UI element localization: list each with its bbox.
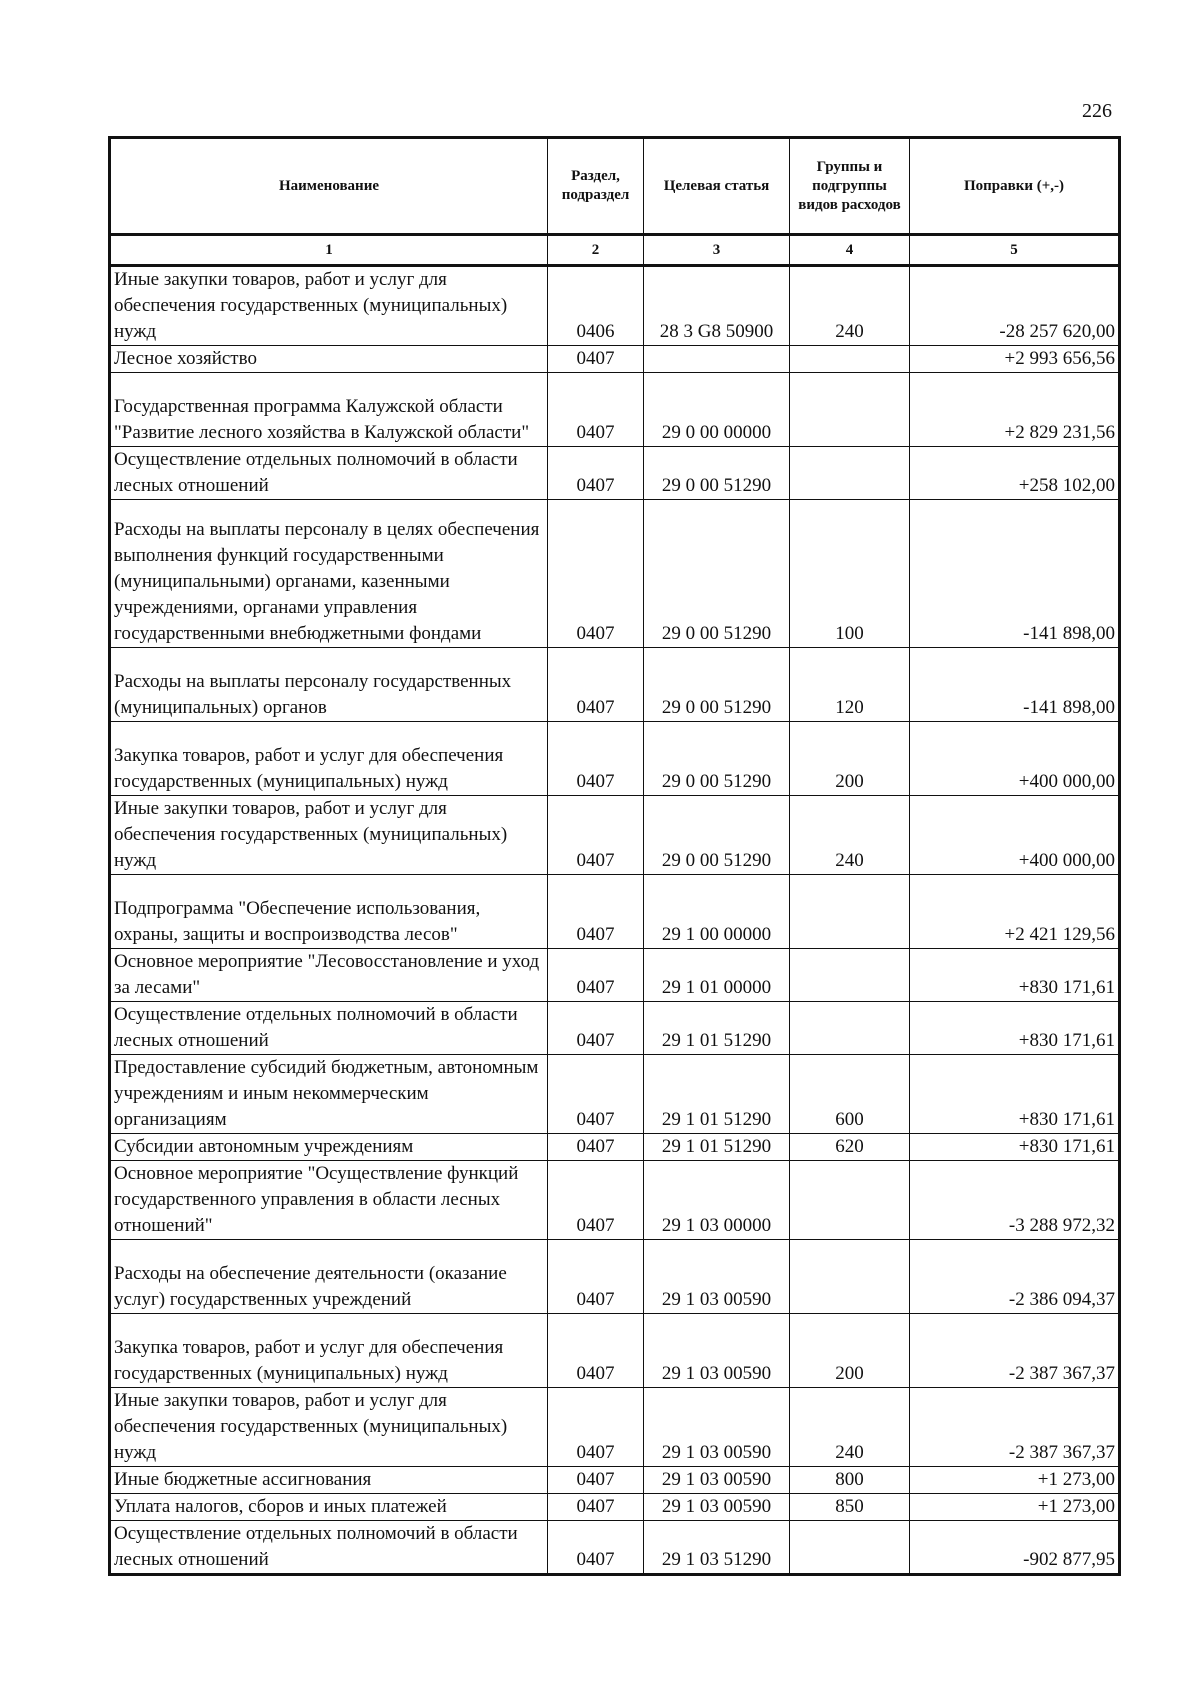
row-section: 0407 [548, 1521, 644, 1575]
row-amount: +2 829 231,56 [910, 373, 1120, 447]
row-group [790, 875, 910, 949]
header-amendment: Поправки (+,-) [910, 138, 1120, 235]
row-amount: +1 273,00 [910, 1494, 1120, 1521]
row-section: 0407 [548, 796, 644, 875]
table-row [110, 447, 1120, 500]
row-group: 600 [790, 1055, 910, 1134]
row-amount: +830 171,61 [910, 949, 1120, 1002]
table-row [110, 875, 1120, 949]
row-section: 0407 [548, 1134, 644, 1161]
row-amount: +2 421 129,56 [910, 875, 1120, 949]
row-name: Осуществление отдельных полномочий в области лесных отношений [110, 1002, 548, 1055]
row-section: 0407 [548, 1494, 644, 1521]
row-target: 29 1 01 51290 [644, 1002, 790, 1055]
row-target: 29 1 03 00590 [644, 1314, 790, 1388]
row-name: Основное мероприятие "Лесовосстановление и уход за лесами" [110, 949, 548, 1002]
row-group: 800 [790, 1467, 910, 1494]
row-target: 29 0 00 51290 [644, 722, 790, 796]
row-group: 240 [790, 1388, 910, 1467]
row-section: 0407 [548, 1055, 644, 1134]
row-group: 240 [790, 796, 910, 875]
row-amount: +400 000,00 [910, 796, 1120, 875]
row-target: 28 3 G8 50900 [644, 266, 790, 346]
row-group [790, 1161, 910, 1240]
row-name: Расходы на обеспечение деятельности (оказание услуг) государственных учреждений [110, 1240, 548, 1314]
row-section: 0407 [548, 722, 644, 796]
row-amount: -141 898,00 [910, 648, 1120, 722]
row-target: 29 1 03 00000 [644, 1161, 790, 1240]
row-amount: -2 387 367,37 [910, 1314, 1120, 1388]
row-amount: +2 993 656,56 [910, 346, 1120, 373]
row-name: Иные закупки товаров, работ и услуг для обеспечения государственных (муниципальных) нужд [110, 1388, 548, 1467]
row-target: 29 1 01 00000 [644, 949, 790, 1002]
row-target: 29 1 03 00590 [644, 1388, 790, 1467]
row-group [790, 949, 910, 1002]
table-row [110, 722, 1120, 796]
row-target [644, 346, 790, 373]
table-row [110, 1467, 1120, 1494]
row-group: 850 [790, 1494, 910, 1521]
row-section: 0407 [548, 1314, 644, 1388]
page-number: 226 [1082, 100, 1112, 122]
column-number-row [110, 235, 1120, 266]
table-row [110, 949, 1120, 1002]
row-section: 0407 [548, 447, 644, 500]
column-number: 1 [110, 235, 548, 266]
row-section: 0407 [548, 1388, 644, 1467]
row-section: 0407 [548, 373, 644, 447]
budget-table [108, 136, 1121, 1576]
row-target: 29 0 00 51290 [644, 648, 790, 722]
row-name: Расходы на выплаты персоналу в целях обеспечения выполнения функций государственными (муниципальными) органами, казенными учреждениями, органами управления государственными внебюджетными фондами [110, 500, 548, 648]
row-name: Иные бюджетные ассигнования [110, 1467, 548, 1494]
row-name: Закупка товаров, работ и услуг для обеспечения государственных (муниципальных) нужд [110, 1314, 548, 1388]
row-name: Осуществление отдельных полномочий в области лесных отношений [110, 1521, 548, 1575]
header-groups: Группы и подгруппы видов расходов [790, 138, 910, 235]
table-row [110, 648, 1120, 722]
row-target: 29 1 03 00590 [644, 1467, 790, 1494]
row-name: Подпрограмма "Обеспечение использования, охраны, защиты и воспроизводства лесов" [110, 875, 548, 949]
row-group: 620 [790, 1134, 910, 1161]
row-amount: +830 171,61 [910, 1002, 1120, 1055]
row-amount: +1 273,00 [910, 1467, 1120, 1494]
row-amount: +400 000,00 [910, 722, 1120, 796]
row-group [790, 447, 910, 500]
row-target: 29 1 01 51290 [644, 1055, 790, 1134]
row-amount: -2 387 367,37 [910, 1388, 1120, 1467]
row-name: Закупка товаров, работ и услуг для обеспечения государственных (муниципальных) нужд [110, 722, 548, 796]
row-section: 0407 [548, 1161, 644, 1240]
row-amount: -902 877,95 [910, 1521, 1120, 1575]
row-name: Расходы на выплаты персоналу государственных (муниципальных) органов [110, 648, 548, 722]
table-row [110, 1314, 1120, 1388]
row-group [790, 346, 910, 373]
row-amount: -28 257 620,00 [910, 266, 1120, 346]
row-name: Осуществление отдельных полномочий в области лесных отношений [110, 447, 548, 500]
row-section: 0407 [548, 346, 644, 373]
row-amount: +258 102,00 [910, 447, 1120, 500]
row-group: 200 [790, 1314, 910, 1388]
header-name: Наименование [110, 138, 548, 235]
column-number: 4 [790, 235, 910, 266]
row-name: Государственная программа Калужской области "Развитие лесного хозяйства в Калужской области" [110, 373, 548, 447]
row-amount: -3 288 972,32 [910, 1161, 1120, 1240]
row-name: Лесное хозяйство [110, 346, 548, 373]
row-target: 29 1 00 00000 [644, 875, 790, 949]
table-row [110, 1055, 1120, 1134]
row-section: 0407 [548, 875, 644, 949]
row-name: Иные закупки товаров, работ и услуг для обеспечения государственных (муниципальных) нужд [110, 266, 548, 346]
row-group [790, 1240, 910, 1314]
table-row [110, 1240, 1120, 1314]
row-amount: +830 171,61 [910, 1055, 1120, 1134]
row-target: 29 1 03 00590 [644, 1494, 790, 1521]
row-amount: +830 171,61 [910, 1134, 1120, 1161]
table-row [110, 266, 1120, 346]
table-row [110, 796, 1120, 875]
row-group: 200 [790, 722, 910, 796]
row-name: Основное мероприятие "Осуществление функций государственного управления в области лесных отношений" [110, 1161, 548, 1240]
row-group: 120 [790, 648, 910, 722]
row-target: 29 0 00 00000 [644, 373, 790, 447]
row-group: 240 [790, 266, 910, 346]
header-row [110, 138, 1120, 235]
table-row [110, 1388, 1120, 1467]
row-section: 0407 [548, 648, 644, 722]
row-target: 29 0 00 51290 [644, 500, 790, 648]
row-name: Уплата налогов, сборов и иных платежей [110, 1494, 548, 1521]
table-row [110, 373, 1120, 447]
header-target: Целевая статья [644, 138, 790, 235]
row-section: 0407 [548, 500, 644, 648]
row-name: Иные закупки товаров, работ и услуг для обеспечения государственных (муниципальных) нужд [110, 796, 548, 875]
row-target: 29 1 03 00590 [644, 1240, 790, 1314]
row-section: 0407 [548, 1467, 644, 1494]
row-section: 0407 [548, 949, 644, 1002]
row-group: 100 [790, 500, 910, 648]
row-section: 0406 [548, 266, 644, 346]
table-row [110, 1494, 1120, 1521]
row-group [790, 373, 910, 447]
row-amount: -141 898,00 [910, 500, 1120, 648]
table-row [110, 1002, 1120, 1055]
table-row [110, 1134, 1120, 1161]
row-name: Субсидии автономным учреждениям [110, 1134, 548, 1161]
row-target: 29 0 00 51290 [644, 447, 790, 500]
table-row [110, 1521, 1120, 1575]
row-group [790, 1002, 910, 1055]
table-body [110, 266, 1120, 1575]
table-row [110, 346, 1120, 373]
table-row [110, 1161, 1120, 1240]
row-target: 29 0 00 51290 [644, 796, 790, 875]
row-section: 0407 [548, 1002, 644, 1055]
row-section: 0407 [548, 1240, 644, 1314]
column-number: 2 [548, 235, 644, 266]
row-name: Предоставление субсидий бюджетным, автономным учреждениям и иным некоммерческим организациям [110, 1055, 548, 1134]
row-group [790, 1521, 910, 1575]
row-target: 29 1 01 51290 [644, 1134, 790, 1161]
table-row [110, 500, 1120, 648]
row-target: 29 1 03 51290 [644, 1521, 790, 1575]
column-number: 3 [644, 235, 790, 266]
header-section: Раздел, подраздел [548, 138, 644, 235]
column-number: 5 [910, 235, 1120, 266]
row-amount: -2 386 094,37 [910, 1240, 1120, 1314]
